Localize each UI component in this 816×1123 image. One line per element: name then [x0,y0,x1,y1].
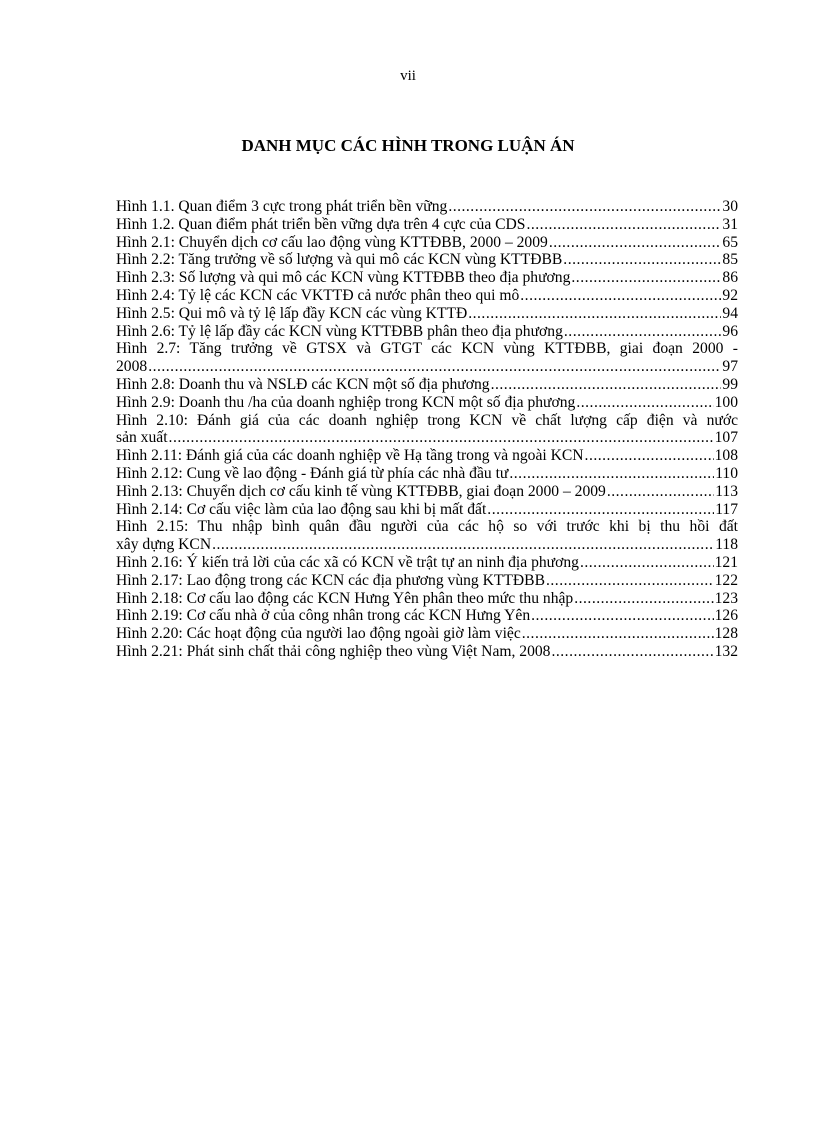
figure-page-number: 123 [714,589,738,607]
figure-title: xây dựng KCN [116,536,212,554]
page-number: vii [400,68,416,84]
figure-page-number: 107 [714,429,738,447]
dot-leader [148,358,721,376]
dot-leader [571,269,721,287]
dot-leader [585,447,714,465]
figure-page-number: 97 [722,358,738,376]
figure-page-number: 100 [714,393,738,411]
figure-list-item [116,305,738,323]
figure-list-item [116,572,738,590]
figure-title: Hình 2.8: Doanh thu và NSLĐ các KCN một số địa phương [116,375,490,393]
page-title: DANH MỤC CÁC HÌNH TRONG LUẬN ÁN [241,136,575,155]
figure-title: Hình 2.13: Chuyển dịch cơ cấu kinh tế vùng KTTĐBB, giai đoạn 2000 – 2009 [116,482,606,500]
figure-title-first-line: Hình 2.10: Đánh giá của các doanh nghiệp trong KCN về chất lượng cấp điện và nước [116,411,738,429]
figure-title: Hình 2.11: Đánh giá của các doanh nghiệp về Hạ tầng trong và ngoài KCN [116,447,584,465]
figure-page-number: 117 [715,500,738,518]
dot-leader [448,198,721,216]
figure-title: 2008 [116,358,148,376]
figure-title: Hình 1.1. Quan điểm 3 cực trong phát triển bền vững [116,198,448,215]
dot-leader [520,287,721,305]
figure-page-number: 132 [714,642,738,660]
dot-leader [576,394,713,412]
figure-page-number: 92 [722,286,738,304]
figure-page-number: 108 [714,447,738,465]
dot-leader [169,429,714,447]
figure-title: Hình 2.19: Cơ cấu nhà ở của công nhân trong các KCN Hưng Yên [116,607,531,625]
figure-list-item [116,554,738,572]
dot-leader [574,590,713,608]
figure-list-item [116,198,738,216]
figure-title: Hình 2.4: Tỷ lệ các KCN các VKTTĐ cả nước phân theo qui mô [116,286,520,304]
dot-leader [551,643,713,661]
figure-title: sản xuất [116,429,168,447]
dot-leader [564,323,722,341]
dot-leader [580,554,714,572]
figure-title: Hình 2.5: Qui mô và tỷ lệ lấp đầy KCN các vùng KTTĐ [116,304,468,322]
figure-title-first-line: Hình 2.7: Tăng trưởng về GTSX và GTGT các KCN vùng KTTĐBB, giai đoạn 2000 - [116,340,738,358]
figure-list-item [116,465,738,483]
figure-title: Hình 2.20: Các hoạt động của người lao động ngoài giờ làm việc [116,625,521,643]
figure-page-number: 30 [722,198,738,215]
figure-page-number: 113 [715,482,738,500]
figure-page-number: 128 [714,625,738,643]
figure-title: Hình 2.2: Tăng trưởng về số lượng và qui mô các KCN vùng KTTĐBB [116,251,563,269]
figure-title-first-line: Hình 2.15: Thu nhập bình quân đầu người của các hộ so với trước khi bị thu hồi đất [116,518,738,536]
figure-list-item [116,412,738,448]
figure-list-item [116,518,738,554]
figure-page-number: 85 [722,251,738,269]
figure-title: Hình 2.1: Chuyển dịch cơ cấu lao động vùng KTTĐBB, 2000 – 2009 [116,233,548,251]
figure-title: Hình 2.9: Doanh thu /ha của doanh nghiệp trong KCN một số địa phương [116,393,576,411]
figure-list-item [116,251,738,269]
figure-page-number: 126 [714,607,738,625]
figure-page-number: 86 [722,269,738,287]
figure-title: Hình 1.2. Quan điểm phát triển bền vững dựa trên 4 cực của CDS [116,215,526,233]
figure-list-item [116,269,738,287]
figure-page-number: 99 [722,375,738,393]
figure-page-number: 94 [722,304,738,322]
figure-list-item [116,590,738,608]
figure-list-item [116,323,738,341]
dot-leader [212,536,714,554]
figure-list-item [116,625,738,643]
dot-leader [531,607,713,625]
figure-title: Hình 2.3: Số lượng và qui mô các KCN vùng KTTĐBB theo địa phương [116,269,571,287]
figure-title: Hình 2.21: Phát sinh chất thải công nghiệp theo vùng Việt Nam, 2008 [116,642,551,660]
figure-list-item [116,394,738,412]
figure-page-number: 118 [715,536,738,554]
figure-list-item [116,376,738,394]
dot-leader [491,376,722,394]
figure-page-number: 31 [722,215,738,233]
figure-list-item [116,234,738,252]
dot-leader [487,501,714,519]
figure-title: Hình 2.16: Ý kiến trả lời của các xã có KCN về trật tự an ninh địa phương [116,553,579,571]
figure-list-item [116,340,738,376]
figure-title: Hình 2.14: Cơ cấu việc làm của lao động sau khi bị mất đất [116,500,487,518]
dot-leader [509,465,714,483]
figure-list-item [116,216,738,234]
figure-list [116,198,738,661]
figure-list-item [116,607,738,625]
figure-page-number: 65 [722,233,738,251]
figure-title: Hình 2.6: Tỷ lệ lấp đầy các KCN vùng KTTĐBB phân theo địa phương [116,322,563,340]
figure-list-item [116,447,738,465]
figure-page-number: 96 [722,322,738,340]
figure-list-item [116,287,738,305]
dot-leader [546,572,714,590]
figure-page-number: 121 [714,553,738,571]
figure-title: Hình 2.12: Cung về lao động - Đánh giá từ phía các nhà đầu tư [116,464,509,482]
dot-leader [607,483,714,501]
dot-leader [522,625,714,643]
figure-page-number: 110 [715,464,738,482]
figure-page-number: 122 [714,571,738,589]
figure-list-item [116,483,738,501]
dot-leader [526,216,721,234]
figure-title: Hình 2.18: Cơ cấu lao động các KCN Hưng Yên phân theo mức thu nhập [116,589,574,607]
dot-leader [563,251,721,269]
figure-title: Hình 2.17: Lao động trong các KCN các địa phương vùng KTTĐBB [116,571,545,589]
dot-leader [549,234,722,252]
figure-list-item [116,643,738,661]
dot-leader [468,305,721,323]
figure-list-item [116,501,738,519]
